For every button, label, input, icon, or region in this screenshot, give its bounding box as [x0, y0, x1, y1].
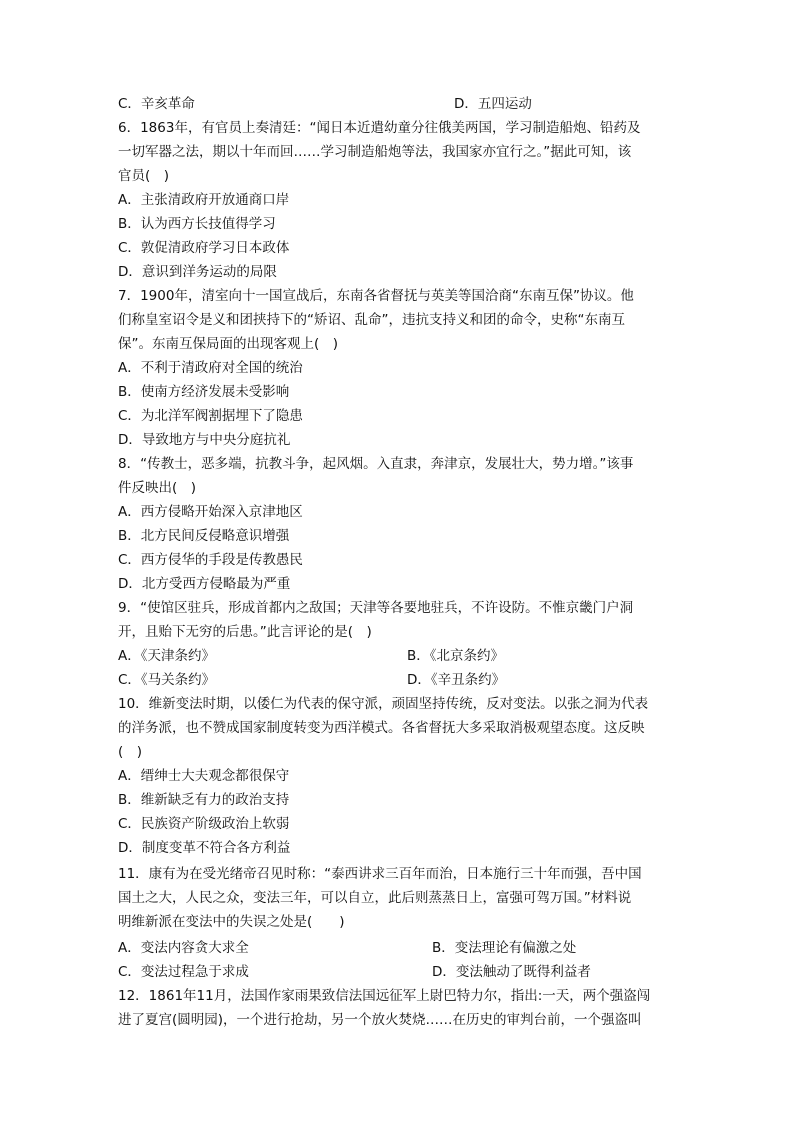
- text-line: 官员( ): [118, 168, 170, 184]
- text-line: 件反映出( ): [118, 480, 197, 496]
- text-line: A．缙绅士大夫观念都很保守: [118, 768, 290, 784]
- text-line: C．辛亥革命: [118, 96, 195, 112]
- text-line: 的洋务派，也不赞成国家制度转变为西洋模式。各省督抚大多采取消极观望态度。这反映: [118, 720, 645, 736]
- option-item: B．变法理论有偏激之处: [432, 940, 577, 956]
- text-line: 6．1863年，有官员上奏清廷：“闻日本近遣幼童分往俄美两国，学习制造船炮、铅药及: [118, 120, 641, 136]
- text-line: 11．康有为在受光绪帝召见时称：“泰西讲求三百年而治，日本施行三十年而强，吾中国: [118, 866, 642, 882]
- text-line: A．《天津条约》: [118, 648, 215, 664]
- text-line: A．西方侵略开始深入京津地区: [118, 504, 303, 520]
- text-line: C．民族资产阶级政治上软弱: [118, 816, 290, 832]
- text-line: A．主张清政府开放通商口岸: [118, 192, 290, 208]
- text-line: C．变法过程急于求成: [118, 964, 249, 980]
- option-item: D．五四运动: [454, 96, 532, 112]
- text-line: C．《马关条约》: [118, 672, 216, 688]
- text-line: 一切军器之法，期以十年而回……学习制造船炮等法，我国家亦宜行之。”据此可知，该: [118, 144, 632, 160]
- text-line: C．为北洋军阀割据埋下了隐患: [118, 408, 303, 424]
- text-line: D．北方受西方侵略最为严重: [118, 576, 291, 592]
- text-line: D．意识到洋务运动的局限: [118, 264, 277, 280]
- text-line: B．维新缺乏有力的政治支持: [118, 792, 290, 808]
- option-item: B．《北京条约》: [407, 648, 505, 664]
- text-line: 12．1861年11月，法国作家雨果致信法国远征军上尉巴特力尔，指出:一天，两个强盗闯: [118, 988, 651, 1004]
- text-line: A．变法内容贪大求全: [118, 940, 249, 956]
- text-line: 10．维新变法时期，以倭仁为代表的保守派，顽固坚持传统，反对变法。以张之洞为代表: [118, 696, 649, 712]
- text-line: 进了夏宫(圆明园)，一个进行抢劫，另一个放火焚烧……在历史的审判台前，一个强盗叫: [118, 1012, 642, 1028]
- text-line: 们称皇室诏令是义和团挟持下的“矫诏、乱命”，违抗支持义和团的命令，史称“东南互: [118, 312, 625, 328]
- text-line: B．认为西方长技值得学习: [118, 216, 276, 232]
- text-line: ( ): [118, 744, 143, 760]
- text-line: 保”。东南互保局面的出现客观上( ): [118, 336, 339, 352]
- text-line: B．使南方经济发展未受影响: [118, 384, 290, 400]
- text-line: B．北方民间反侵略意识增强: [118, 528, 290, 544]
- text-line: 国土之大，人民之众，变法三年，可以自立，此后则蒸蒸日上，富强可驾万国。”材料说: [118, 890, 632, 906]
- text-line: 明维新派在变法中的失误之处是( ): [118, 914, 345, 930]
- text-line: 9．“使馆区驻兵，形成首都内之敌国；天津等各要地驻兵，不许设防。不惟京畿门户洞: [118, 600, 634, 616]
- text-line: 开，且贻下无穷的后患。”此言评论的是( ): [118, 624, 372, 640]
- option-item: D．《辛丑条约》: [407, 672, 506, 688]
- text-line: D．导致地方与中央分庭抗礼: [118, 432, 291, 448]
- text-line: C．西方侵华的手段是传教愚民: [118, 552, 303, 568]
- text-line: 7．1900年，清室向十一国宣战后，东南各省督抚与英美等国洽商“东南互保”协议。他: [118, 288, 634, 304]
- option-item: D．变法触动了既得利益者: [432, 964, 591, 980]
- text-line: A．不利于清政府对全国的统治: [118, 360, 303, 376]
- text-line: 8．“传教士，恶多端，抗教斗争，起风烟。入直隶，奔津京，发展壮大，势力增。”该事: [118, 456, 634, 472]
- text-line: C．敦促清政府学习日本政体: [118, 240, 290, 256]
- text-line: D．制度变革不符合各方利益: [118, 840, 291, 856]
